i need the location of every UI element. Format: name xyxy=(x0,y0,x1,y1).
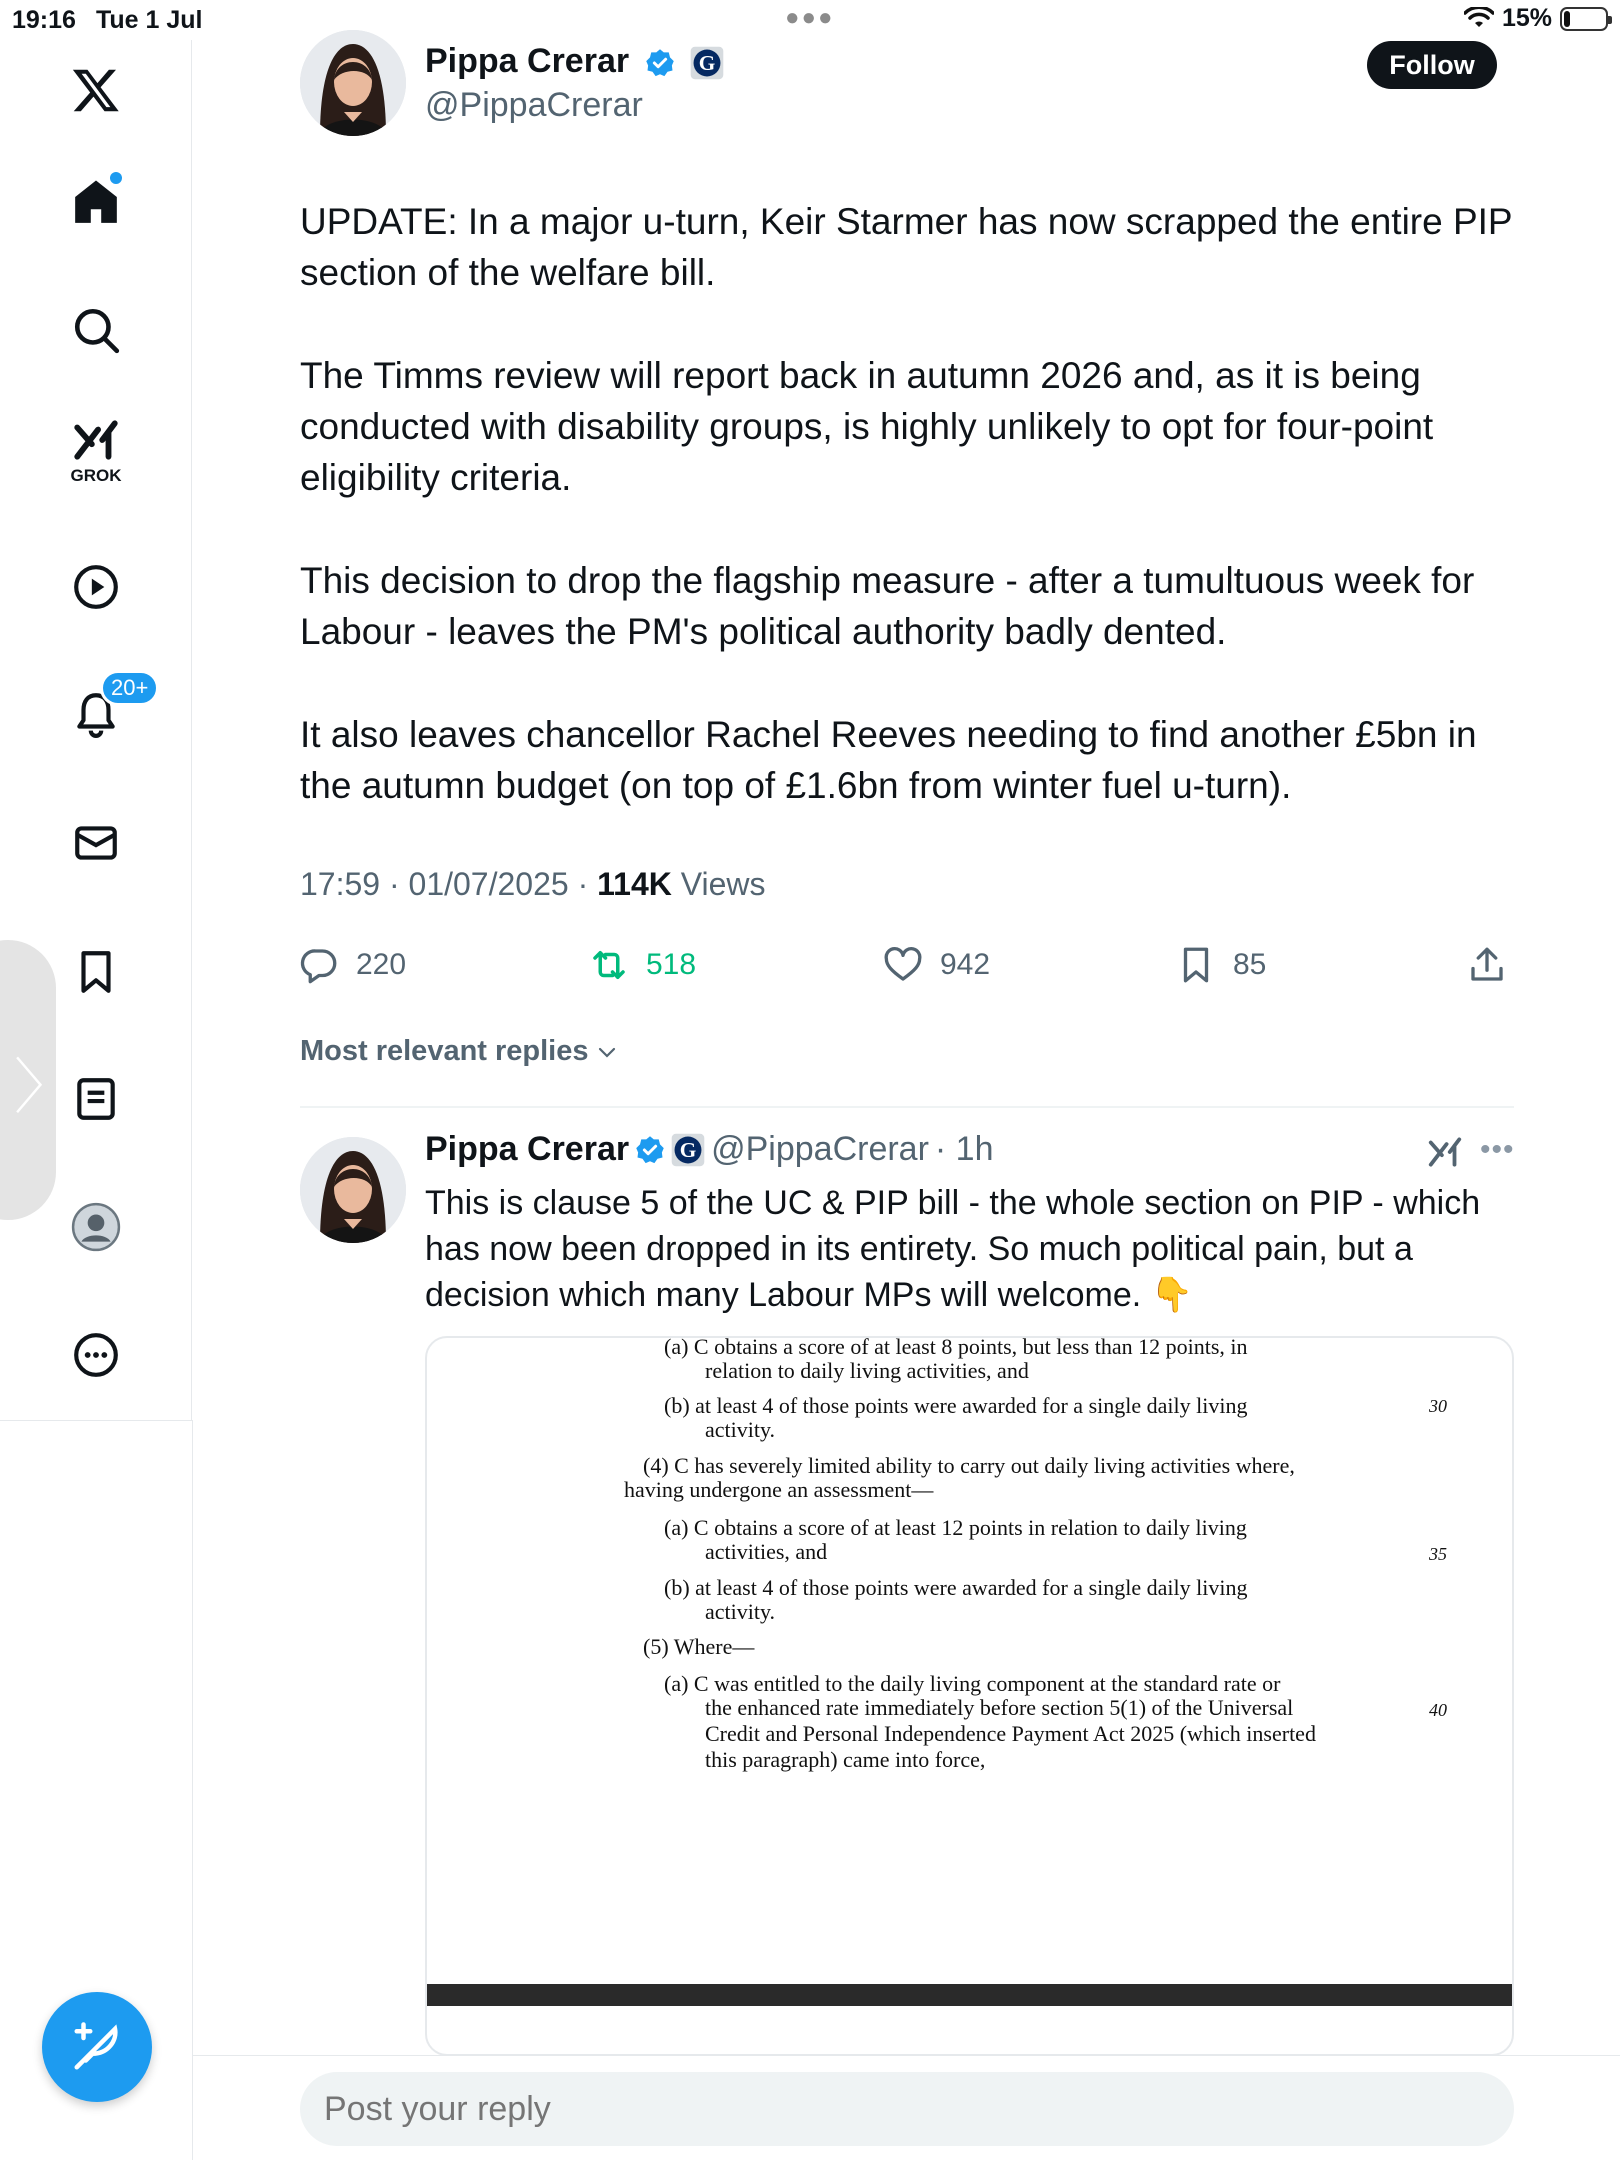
replies-sort-label: Most relevant replies xyxy=(300,1035,589,1067)
document-page-break xyxy=(427,1984,1512,2006)
wifi-icon xyxy=(1464,7,1494,31)
multitasking-dots-icon[interactable]: ●●● xyxy=(785,4,835,31)
mail-icon xyxy=(71,818,121,868)
repost-icon xyxy=(588,944,630,986)
document-line: (a) C obtains a score of at least 8 points, but less than 12 points, in xyxy=(664,1336,1248,1359)
verified-badge-icon xyxy=(635,1135,665,1165)
guardian-affiliate-icon[interactable] xyxy=(671,1133,705,1167)
status-bar xyxy=(0,0,1620,40)
sidebar-border xyxy=(192,1420,193,2160)
author-name-row[interactable] xyxy=(425,42,724,81)
follow-button[interactable]: Follow xyxy=(1367,41,1497,89)
author-avatar[interactable] xyxy=(300,30,406,136)
document-line: activity. xyxy=(705,1599,776,1624)
document-line: Credit and Personal Independence Payment Act 2025 (which inserted xyxy=(705,1721,1316,1746)
share-action[interactable] xyxy=(1466,935,1508,995)
document-line: (b) at least 4 of those points were awarded for a single daily living xyxy=(664,1575,1248,1600)
battery-percent: 15% xyxy=(1501,4,1552,32)
home-unread-dot xyxy=(110,172,122,184)
profile-avatar-icon xyxy=(71,1202,121,1252)
document-line: the enhanced rate immediately before section 5(1) of the Universal xyxy=(705,1695,1294,1720)
like-count: 942 xyxy=(940,948,991,981)
reply-composer-bar xyxy=(193,2055,1620,2160)
author-name[interactable]: Pippa Crerar xyxy=(425,42,630,80)
reply-text: This is clause 5 of the UC & PIP bill - the whole section on PIP - which has now been dropped in its entirety. So much political pain, but a decision which many Labour MPs will welcome. 👇 xyxy=(425,1184,1481,1314)
document-line-number: 30 xyxy=(1429,1396,1447,1416)
status-indicators xyxy=(1464,4,1608,33)
reply-icon xyxy=(298,944,340,986)
list-icon xyxy=(71,1074,121,1124)
chevron-down-icon xyxy=(595,1040,619,1064)
status-time: 19:16 xyxy=(12,6,76,34)
sidebar-item-notifications[interactable] xyxy=(56,674,149,754)
document-line-number: 35 xyxy=(1429,1544,1447,1564)
document-line: this paragraph) came into force, xyxy=(705,1747,986,1772)
repost-action[interactable] xyxy=(588,935,696,995)
bookmark-action[interactable] xyxy=(1175,935,1266,995)
reply-author-name[interactable]: Pippa Crerar xyxy=(425,1130,630,1168)
reply-time[interactable]: · 1h xyxy=(934,1130,994,1168)
bookmark-icon xyxy=(1175,944,1217,986)
compose-feather-icon xyxy=(70,2020,124,2074)
sidebar-item-profile[interactable] xyxy=(56,1187,136,1267)
sidebar-item-grok[interactable] xyxy=(56,408,136,488)
grok-label: GROK xyxy=(70,466,122,485)
play-circle-icon xyxy=(71,562,121,612)
tweet-paragraph: The Timms review will report back in autumn 2026 and, as it is being conducted with disability groups, is highly unlikely to opt for four-point eligibility criteria. xyxy=(300,355,1434,498)
search-icon xyxy=(71,305,121,355)
sidebar-item-messages[interactable] xyxy=(56,803,136,883)
tweet-timestamp[interactable]: 17:59 · 01/07/2025 · xyxy=(300,866,598,902)
reply-action[interactable] xyxy=(298,935,406,995)
sidebar-divider xyxy=(0,1420,192,1421)
more-circle-icon xyxy=(71,1330,121,1380)
reply-header xyxy=(425,1130,994,1169)
battery-icon xyxy=(1560,7,1608,31)
status-date: Tue 1 Jul xyxy=(96,6,203,34)
x-logo-icon[interactable] xyxy=(56,50,136,130)
reply-count: 220 xyxy=(356,948,407,981)
document-line: (5) Where— xyxy=(643,1634,755,1659)
more-options-icon[interactable]: ••• xyxy=(1480,1133,1515,1166)
document-line: activity. xyxy=(705,1417,776,1442)
home-icon xyxy=(71,177,121,227)
document-line: (a) C obtains a score of at least 12 points in relation to daily living xyxy=(664,1515,1247,1540)
replies-divider xyxy=(300,1106,1514,1108)
document-line: having undergone an assessment— xyxy=(624,1477,934,1502)
document-line: (4) C has severely limited ability to carry out daily living activities where, xyxy=(643,1453,1295,1478)
bookmark-count: 85 xyxy=(1233,948,1267,981)
share-icon xyxy=(1466,944,1508,986)
reply-attached-image[interactable] xyxy=(425,1336,1514,2056)
tweet-paragraph: It also leaves chancellor Rachel Reeves needing to find another £5bn in the autumn budget (on top of £1.6bn from winter fuel u-turn). xyxy=(300,714,1477,806)
views-count[interactable]: 114K xyxy=(597,866,672,902)
document-line: activities, and xyxy=(705,1539,828,1564)
reply-author-handle[interactable]: @PippaCrerar xyxy=(711,1130,929,1168)
reply-input[interactable] xyxy=(300,2072,1514,2146)
like-action[interactable] xyxy=(882,935,990,995)
svg-text:G: G xyxy=(679,1137,697,1162)
repost-count: 518 xyxy=(646,948,697,981)
tweet-paragraph: UPDATE: In a major u-turn, Keir Starmer has now scrapped the entire PIP section of the welfare bill. xyxy=(300,201,1512,293)
document-line-number: 40 xyxy=(1429,1700,1447,1720)
battery-fill xyxy=(1564,11,1570,27)
bookmark-icon xyxy=(71,947,121,997)
heart-icon xyxy=(882,944,924,986)
author-handle[interactable]: @PippaCrerar xyxy=(425,86,643,124)
sidebar-item-video[interactable] xyxy=(56,547,136,627)
grok-icon xyxy=(71,415,121,465)
views-label: Views xyxy=(671,866,766,902)
notifications-badge: 20+ xyxy=(100,670,159,706)
guardian-affiliate-icon[interactable] xyxy=(690,46,724,80)
sidebar-item-explore[interactable] xyxy=(56,290,136,370)
svg-text:G: G xyxy=(698,51,716,76)
document-line: relation to daily living activities, and xyxy=(705,1358,1029,1383)
sidebar-item-more[interactable] xyxy=(56,1315,136,1395)
tweet-text xyxy=(300,196,1530,863)
document-line: (b) at least 4 of those points were awarded for a single daily living xyxy=(664,1393,1248,1418)
sidebar-item-bookmarks[interactable] xyxy=(56,932,136,1012)
tweet-meta xyxy=(300,866,766,903)
chevron-right-icon: 〉 xyxy=(14,1054,74,1121)
grok-icon[interactable] xyxy=(1426,1133,1464,1171)
verified-badge-icon xyxy=(645,48,675,78)
replies-sort-dropdown[interactable] xyxy=(300,1035,619,1068)
compose-post-button[interactable] xyxy=(42,1992,152,2102)
reply-author-avatar[interactable] xyxy=(300,1137,406,1243)
tweet-paragraph: This decision to drop the flagship measure - after a tumultuous week for Labour - leaves the PM's political authority badly dented. xyxy=(300,560,1475,652)
document-line: (a) C was entitled to the daily living component at the standard rate or xyxy=(664,1671,1281,1696)
sidebar-item-home[interactable] xyxy=(56,162,136,242)
